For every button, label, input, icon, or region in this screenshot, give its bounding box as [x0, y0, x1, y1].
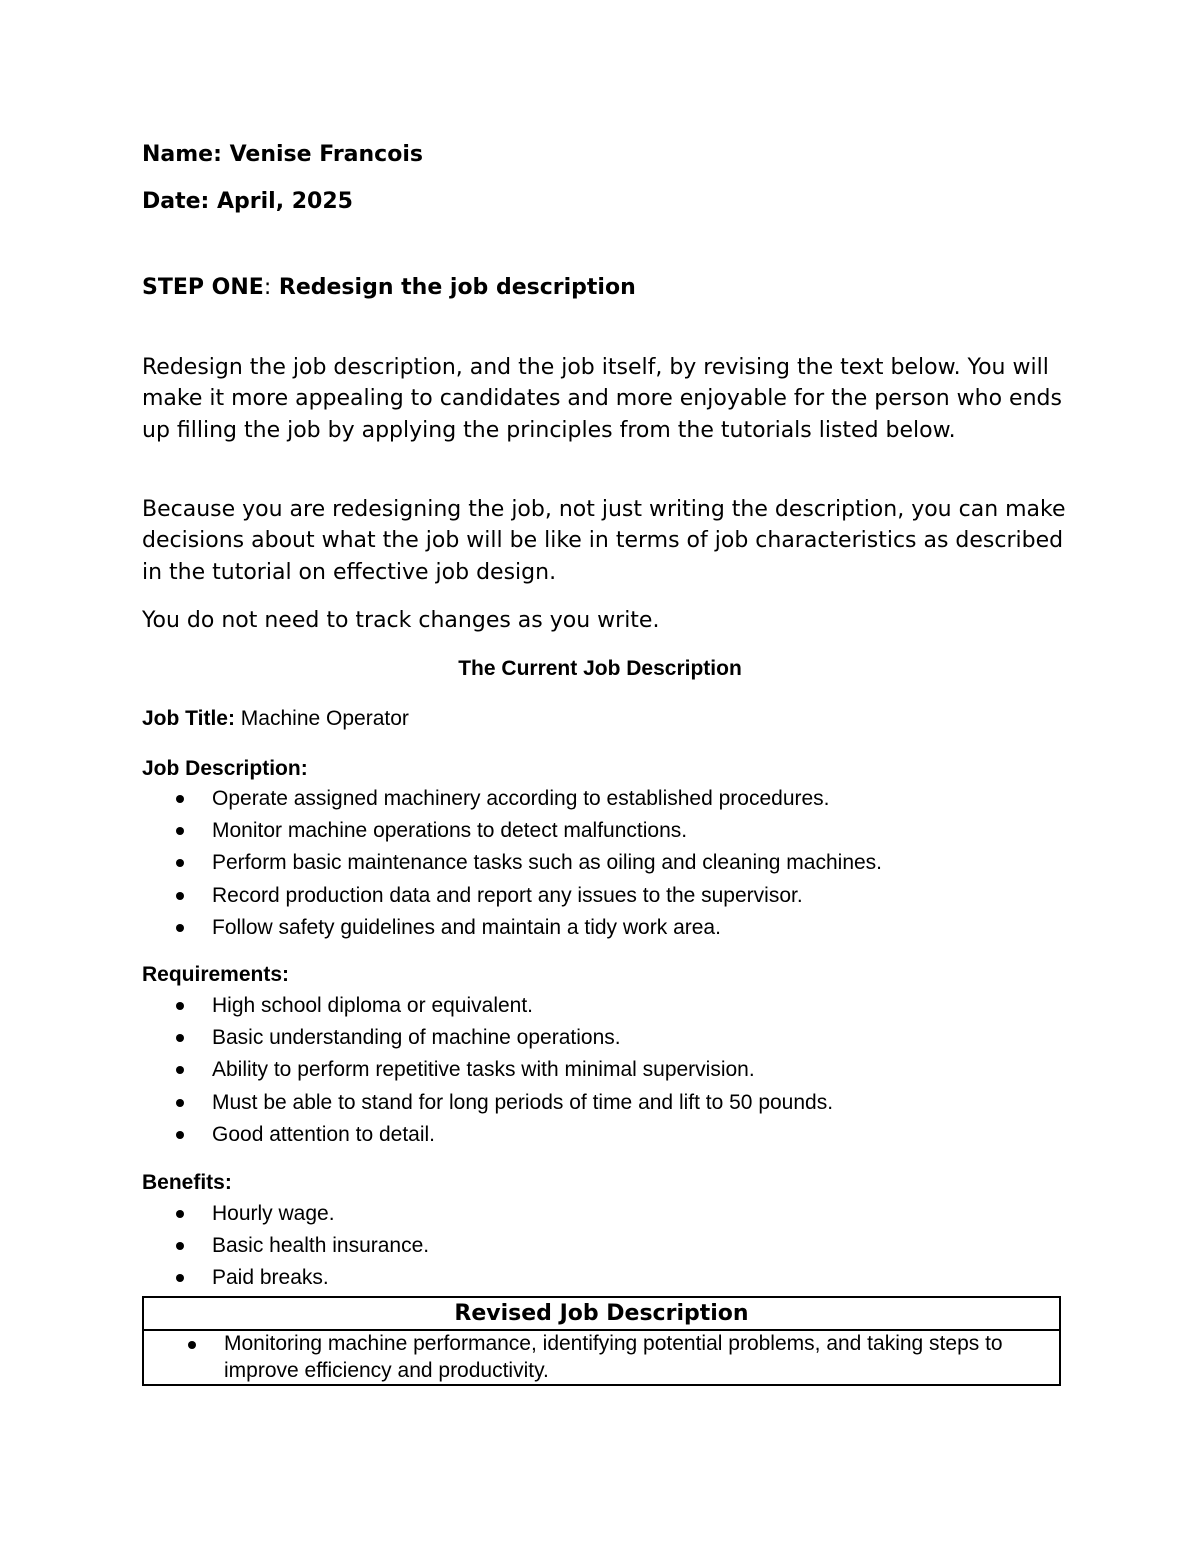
list-item: High school diploma or equivalent.	[142, 990, 833, 1022]
job-title-value: Machine Operator	[240, 707, 409, 730]
benefits-list	[142, 1198, 429, 1295]
list-item: Basic health insurance.	[142, 1230, 429, 1262]
step-heading	[142, 274, 636, 302]
job-description-label: Job Description:	[142, 757, 308, 780]
name-label: Name:	[142, 142, 222, 167]
date-value: April, 2025	[217, 189, 353, 214]
table-row	[143, 1330, 1060, 1385]
date-line	[142, 188, 353, 216]
list-item: Basic understanding of machine operations.	[142, 1022, 833, 1054]
revised-item: Monitoring machine performance, identifying potential problems, and taking steps to improve efficiency and productivity.	[224, 1332, 1003, 1382]
job-title-line	[142, 705, 409, 733]
list-item: Record production data and report any issues to the supervisor.	[142, 880, 882, 912]
list-item: Ability to perform repetitive tasks with minimal supervision.	[142, 1054, 833, 1086]
date-label: Date:	[142, 189, 210, 214]
bullet-icon	[176, 1034, 184, 1042]
list-item: Perform basic maintenance tasks such as oiling and cleaning machines.	[142, 847, 882, 879]
revised-job-description-table	[142, 1296, 1061, 1386]
list-item: Good attention to detail.	[142, 1119, 833, 1151]
bullet-icon	[176, 795, 184, 803]
requirements-list	[142, 990, 833, 1151]
list-item: Paid breaks.	[142, 1262, 429, 1294]
bullet-icon	[188, 1341, 196, 1349]
job-title-label: Job Title:	[142, 707, 235, 730]
list-item: Follow safety guidelines and maintain a tidy work area.	[142, 912, 882, 944]
bullet-icon	[176, 1242, 184, 1250]
bullet-icon	[176, 1274, 184, 1282]
bullet-icon	[176, 1066, 184, 1074]
bullet-icon	[176, 1099, 184, 1107]
list-item: Monitor machine operations to detect malfunctions.	[142, 815, 882, 847]
instruction-paragraph-2: Because you are redesigning the job, not just writing the description, you can make decisions about what the job will be like in terms of job characteristics as described in the tutorial on effective job design.	[142, 497, 1066, 585]
list-item: Hourly wage.	[142, 1198, 429, 1230]
list-item: Must be able to stand for long periods of time and lift to 50 pounds.	[142, 1087, 833, 1119]
step-title: Redesign the job description	[278, 275, 636, 300]
benefits-label: Benefits:	[142, 1171, 232, 1194]
bullet-icon	[176, 859, 184, 867]
revised-job-description-title: Revised Job Description	[143, 1297, 1060, 1330]
instruction-paragraph-3: You do not need to track changes as you write.	[142, 608, 660, 633]
name-line	[142, 141, 423, 169]
bullet-icon	[176, 892, 184, 900]
requirements-label: Requirements:	[142, 963, 290, 986]
job-description-list	[142, 783, 882, 944]
step-colon: :	[263, 275, 272, 300]
bullet-icon	[176, 1131, 184, 1139]
step-prefix: STEP ONE	[142, 275, 264, 300]
name-value: Venise Francois	[229, 142, 423, 167]
bullet-icon	[176, 827, 184, 835]
instruction-paragraph-1: Redesign the job description, and the job itself, by revising the text below. You will make it more appealing to candidates and more enjoyable for the person who ends up filling the job by applying the principles from the tutorials listed below.	[142, 355, 1062, 443]
list-item: Operate assigned machinery according to established procedures.	[142, 783, 882, 815]
current-job-description-title: The Current Job Description	[458, 657, 742, 680]
bullet-icon	[176, 1002, 184, 1010]
table-row	[143, 1297, 1060, 1330]
revised-item-cell	[143, 1330, 1060, 1385]
bullet-icon	[176, 1210, 184, 1218]
bullet-icon	[176, 924, 184, 932]
